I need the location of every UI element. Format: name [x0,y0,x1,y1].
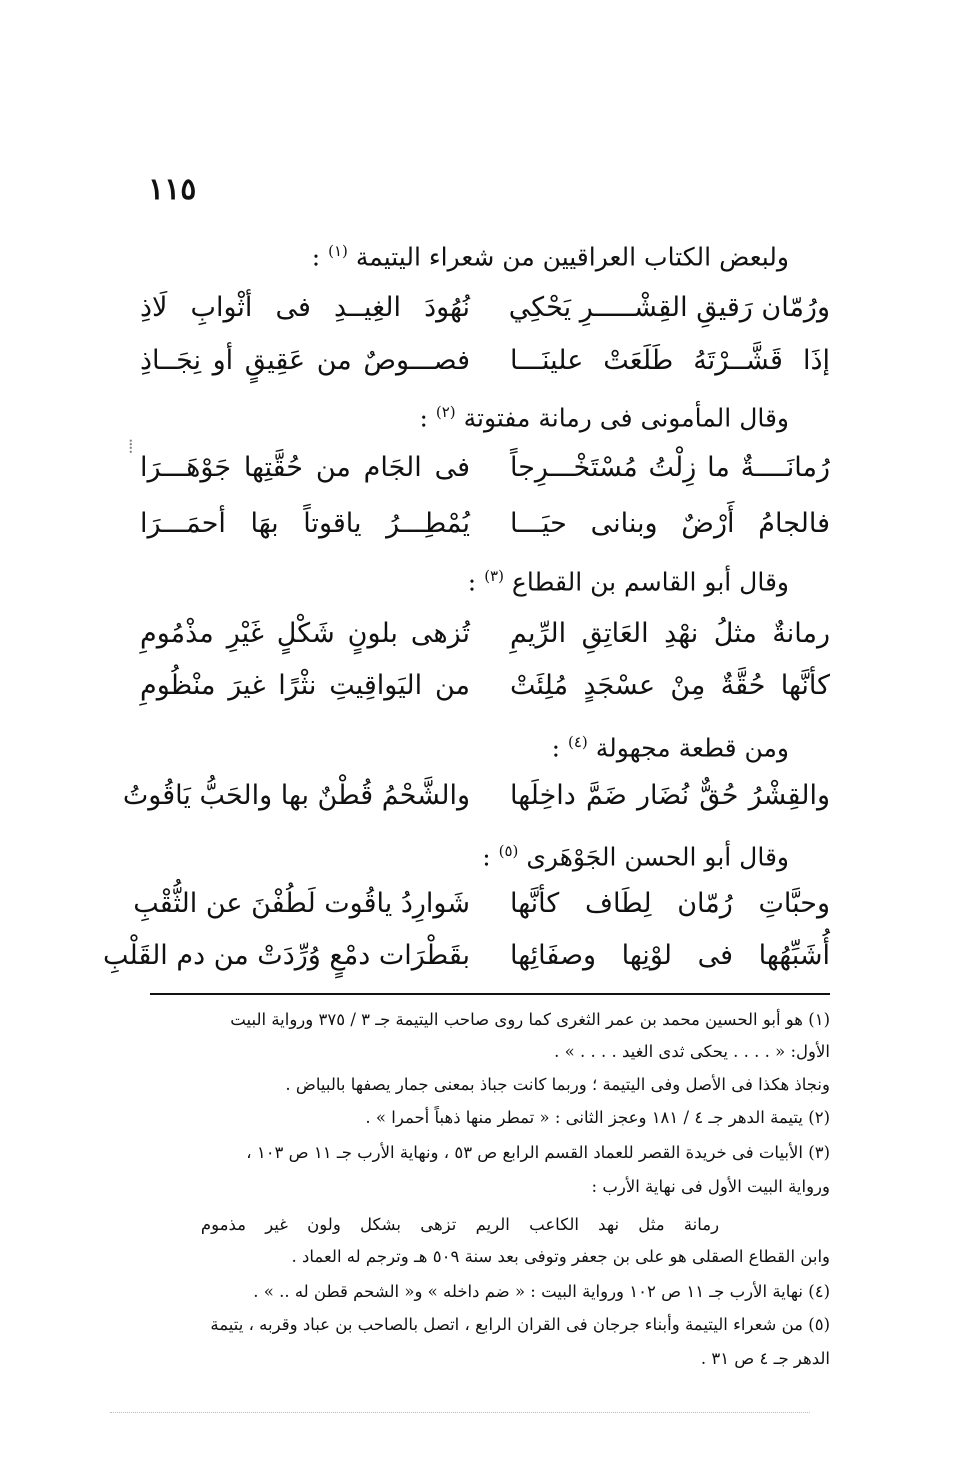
first-hemistich: رُمانَــــةٌ ما زِلْتُ مُسْتَخْـــرِجاً [510,452,830,483]
first-hemistich: رمانةٌ مثلُ نهْدِ العَاتِقِ الرِّيمِ [510,618,830,649]
intro-colon: : [551,733,560,763]
scan-noise [110,1412,810,1413]
poem-intro [552,733,789,762]
intro-text: ولبعض الكتاب العراقيين من شعراء اليتيمة [355,242,789,272]
first-hemistich: والقِشْرُ حُقٌّ نُضَار ضَمَّ داخِلَها [510,780,830,811]
footnote-separator [150,993,830,995]
footnote-line: الأول: « . . . . يحكى ثدى الغيد . . . . » . [554,1042,830,1061]
verse-line [140,670,830,718]
verse-line [140,618,830,666]
verse-line [140,292,830,340]
verse-line [102,940,830,988]
second-hemistich: من اليَواقِيتِ نثْرًا غيرَ منْظُومِ [140,670,470,701]
poem-intro [419,403,789,432]
first-hemistich: فالجامُ أَرْضٌ وبنانى حيَـــا [510,508,830,539]
first-hemistich: وحبَّاتِ رُمّان لِطَاف كأنَّها [510,888,830,919]
intro-colon: : [419,403,428,433]
intro-text: وقال المأمونى فى رمانة مفتوتة [463,403,789,433]
margin-mark: ⁞ [128,434,134,458]
footnote-ref: (١) [328,242,348,260]
footnote-line: ونجاذ هكذا فى الأصل وفى اليتيمة ؛ وربما كانت جباذ بمعنى جمار يصفها بالبياض . [285,1075,830,1094]
first-hemistich: كأنَّها حُقَّةٌ مِنْ عسْجَدٍ مُلِئَتْ [510,670,830,701]
verse-line [140,508,830,556]
footnote-ref: (٢) [435,403,456,421]
poem-intro [482,842,789,871]
page-number: ١١٥ [148,172,197,207]
first-hemistich: إذَا قَشَّــرْتَهُ طَلَعَتْ علينَـــا [510,345,830,376]
second-hemistich: شَوارِدُ ياقُوت لَطُفْنَ عن الثُّقْبِ [133,888,470,919]
poem-intro [468,567,789,596]
second-hemistich: بقَطْرَات دمْعٍ وُرِّدَتْ من دم القَلْبِ [102,940,470,971]
verse-line [140,345,830,393]
footnote-verse: رمانة مثل نهد الكاعب الريم تزهى بشكل ولون غير مذموم [200,1215,720,1234]
second-hemistich: فى الجَام من حُقَّتِها جَوْهَـــرَا [140,452,470,483]
second-hemistich: نُهُودَ الغِيــدِ فى أثْوابِ لَاذِ [140,292,470,323]
second-hemistich: تُزهى بلونٍ شَكْلٍ غَيْرِ مذْمُومِ [140,618,470,649]
footnote-line: (٤) نهاية الأرب جـ ١١ ص ١٠٢ ورواية البيت : « ضم داخله » و« الشحم قطن له .. » . [253,1282,830,1301]
poem-intro [312,242,789,271]
verse-line [140,452,830,500]
footnote-ref: (٥) [498,842,519,860]
footnote-ref: (٣) [484,567,504,585]
footnote-line: ورواية البيت الأول فى نهاية الأرب : [591,1177,830,1196]
second-hemistich: فصـــوصٌ من عَقِيقٍ أو نِجَــاذِ [140,345,470,376]
intro-text: ومن قطعة مجهولة [595,733,789,763]
verse-line [122,780,830,828]
first-hemistich: أُشَبِّهُها فى لوْنِها وصفَائِها [510,940,830,971]
second-hemistich: والشَّحْمُ قُطْنٌ بها والحَبُّ يَاقُوتُ [122,780,470,811]
footnote-line: الدهر جـ ٤ ص ٣١ . [700,1349,830,1368]
footnote-line: (٣) الأبيات فى خريدة القصر للعماد القسم الرابع ص ٥٣ ، ونهاية الأرب جـ ١١ ص ١٠٣ ، [246,1143,830,1162]
verse-line [133,888,830,936]
second-hemistich: يُمْطِـــرُ ياقوتاً بهَا أحمَـــرَا [140,508,470,539]
footnote-line: (٥) من شعراء اليتيمة وأبناء جرجان فى القران الرابع ، اتصل بالصاحب بن عباد وقربه ، يتيمة [210,1315,830,1334]
footnote-line: (٢) يتيمة الدهر جـ ٤ / ١٨١ وعجز الثانى : « تمطر منها ذهباً أحمرا » . [365,1108,830,1127]
intro-colon: : [482,842,491,872]
footnote-line: (١) هو أبو الحسين محمد بن عمر الثغرى كما روى صاحب اليتيمة جـ ٣ / ٣٧٥ ورواية البيت [230,1010,830,1029]
intro-text: وقال أبو الحسن الجَوْهَرى [526,842,789,872]
first-hemistich: ورُمّان رَقيقِ القِشْـــــرِ يَحْكِي [508,292,830,323]
intro-colon: : [311,242,321,272]
footnote-line: وابن القطاع الصقلى هو على بن جعفر وتوفى بعد سنة ٥٠٩ هـ وترجم له العماد . [291,1247,830,1266]
footnote-ref: (٤) [567,733,588,751]
intro-text: وقال أبو القاسم بن القطاع [511,567,789,597]
intro-colon: : [467,567,477,597]
